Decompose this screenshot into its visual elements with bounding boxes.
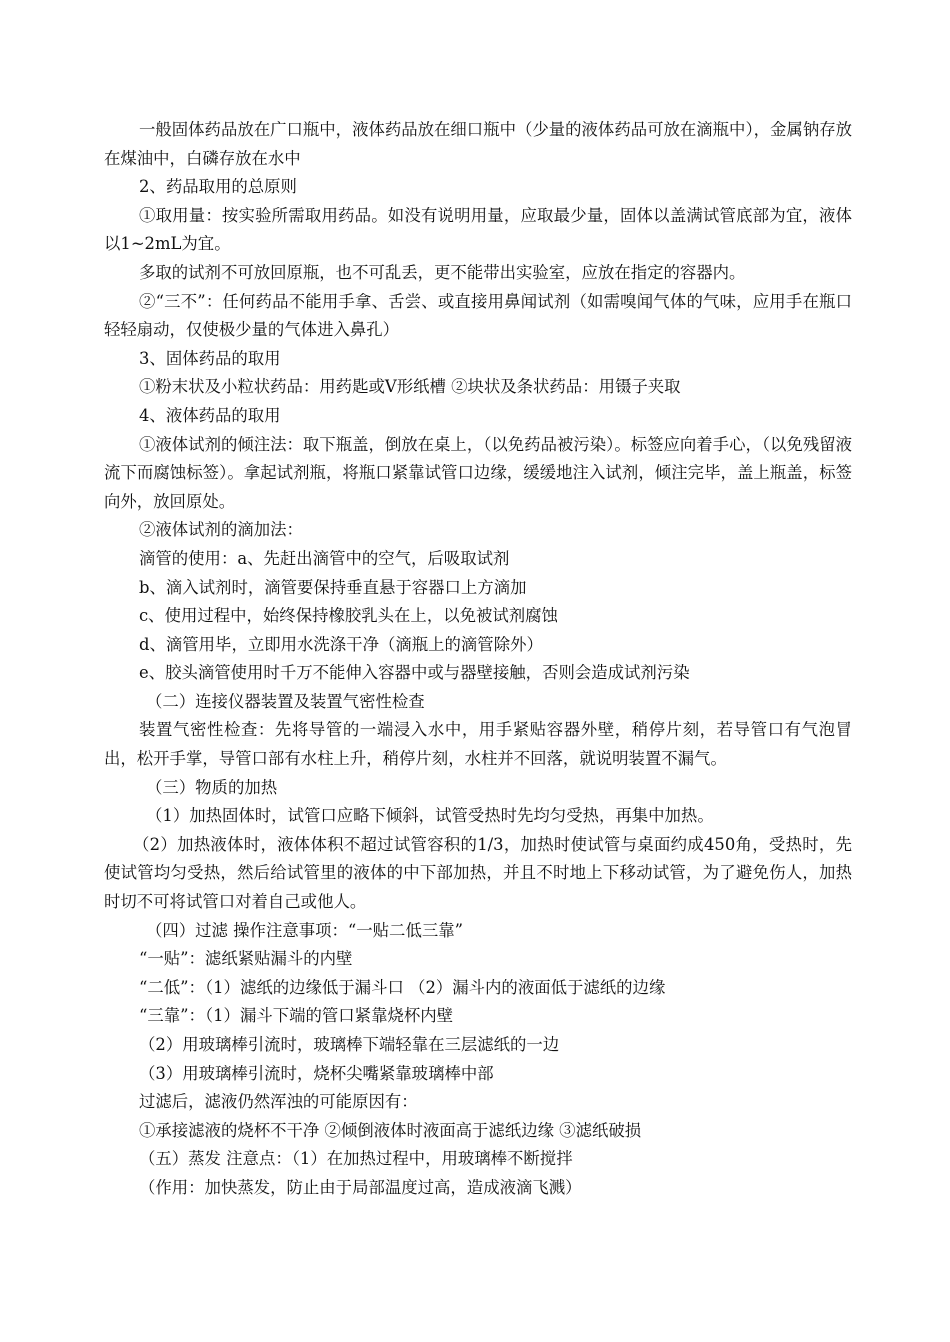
list-item-dropper-a: 滴管的使用：a、先赶出滴管中的空气，后吸取试剂: [139, 548, 510, 568]
heading-apparatus-check: （二）连接仪器装置及装置气密性检查: [146, 691, 425, 711]
paragraph-three-nots: ②“三不”：任何药品不能用手拿、舌尝、或直接用鼻闻试剂（如需嗅闻气体的气味，应用手在瓶口轻轻扇动，仅使极少量的气体进入鼻孔）: [104, 291, 852, 340]
paragraph-glass-rod-2: （3）用玻璃棒引流时，烧杯尖嘴紧靠玻璃棒中部: [139, 1063, 494, 1083]
list-item-dropper-d: d、滴管用毕，立即用水洗涤干净（滴瓶上的滴管除外）: [139, 634, 543, 654]
paragraph-turbid-reasons: 过滤后，滤液仍然浑浊的可能原因有：: [139, 1092, 418, 1112]
paragraph-one-stick: “一贴”：滤纸紧贴漏斗的内壁: [139, 949, 353, 969]
heading-general-principles: 2、药品取用的总原则: [139, 177, 297, 197]
paragraph-evaporation-purpose: （作用：加快蒸发，防止由于局部温度过高，造成液滴飞溅）: [139, 1177, 582, 1197]
paragraph-airtightness: 装置气密性检查：先将导管的一端浸入水中，用手紧贴容器外壁，稍停片刻，若导管口有气泡冒出，松开手掌，导管口部有水柱上升，稍停片刻，水柱并不回落，就说明装置不漏气。: [104, 720, 852, 769]
paragraph-three-lean: “三靠”：（1）漏斗下端的管口紧靠烧杯内壁: [139, 1006, 454, 1026]
list-item-dropper-c: c、使用过程中，始终保持橡胶乳头在上，以免被试剂腐蚀: [139, 606, 558, 626]
heading-filtration: （四）过滤 操作注意事项：“一贴二低三靠”: [146, 920, 463, 940]
paragraph-solid-methods: ①粉末状及小粒状药品：用药匙或V形纸槽 ②块状及条状药品：用镊子夹取: [139, 377, 681, 397]
paragraph-glass-rod-1: （2）用玻璃棒引流时，玻璃棒下端轻靠在三层滤纸的一边: [139, 1035, 560, 1054]
list-item-dropper-b: b、滴入试剂时，滴管要保持垂直悬于容器口上方滴加: [139, 577, 527, 597]
paragraph-storage: 一般固体药品放在广口瓶中，液体药品放在细口瓶中（少量的液体药品可放在滴瓶中），金属钠存放在煤油中，白磷存放在水中: [104, 120, 852, 168]
paragraph-heating-liquid: （2）加热液体时，液体体积不超过试管容积的1/3，加热时使试管与桌面约成450角，受热时，先使试管均匀受热，然后给试管里的液体的中下部加热，并且不时地上下移动试管，为了避免伤人，加热时切不可将试管口对着自己或他人。: [104, 834, 852, 912]
paragraph-heating-solid: （1）加热固体时，试管口应略下倾斜，试管受热时先均匀受热，再集中加热。: [146, 806, 714, 826]
heading-heating: （三）物质的加热: [146, 777, 278, 797]
paragraph-pouring-method: ①液体试剂的倾注法：取下瓶盖，倒放在桌上，（以免药品被污染）。标签应向着手心，（以免残留液流下而腐蚀标签）。拿起试剂瓶，将瓶口紧靠试管口边缘，缓缓地注入试剂，倾注完毕，盖上瓶盖，标签向外，放回原处。: [104, 434, 852, 511]
paragraph-dosage: ①取用量：按实验所需取用药品。如没有说明用量，应取最少量，固体以盖满试管底部为宜，液体以1~2mL为宜。: [104, 205, 852, 254]
heading-liquid-reagents: 4、液体药品的取用: [139, 405, 281, 425]
heading-solid-reagents: 3、固体药品的取用: [139, 348, 281, 368]
paragraph-dropping-method: ②液体试剂的滴加法：: [139, 520, 303, 540]
list-item-dropper-e: e、胶头滴管使用时千万不能伸入容器中或与器壁接触，否则会造成试剂污染: [139, 663, 690, 683]
document-page: [104, 116, 852, 1203]
paragraph-two-low: “二低”：（1）滤纸的边缘低于漏斗口 （2）漏斗内的液面低于滤纸的边缘: [139, 977, 666, 997]
paragraph-excess-reagent: 多取的试剂不可放回原瓶，也不可乱丢，更不能带出实验室，应放在指定的容器内。: [139, 262, 746, 282]
heading-evaporation: （五）蒸发 注意点：（1）在加热过程中，用玻璃棒不断搅拌: [139, 1149, 573, 1169]
paragraph-turbid-list: ①承接滤液的烧杯不干净 ②倾倒液体时液面高于滤纸边缘 ③滤纸破损: [139, 1120, 642, 1140]
